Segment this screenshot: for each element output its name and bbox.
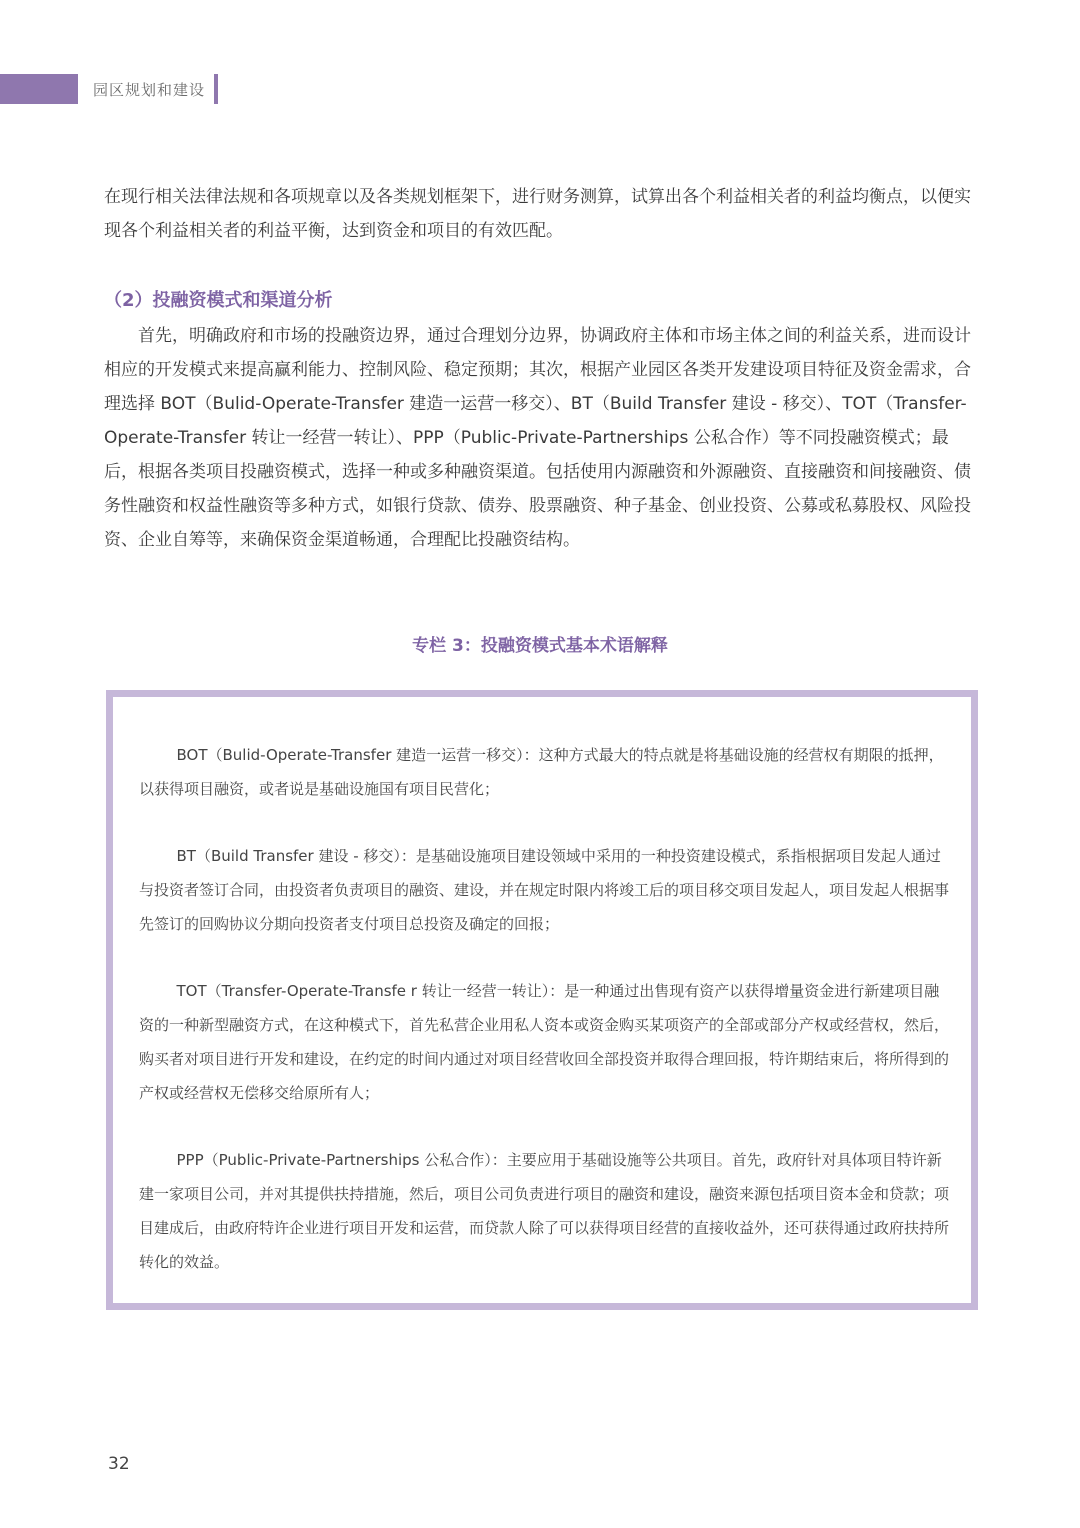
term-tot: TOT（Transfer-Operate-Transfe r 转让一经营一转让）：是一种通过出售现有资产以获得增量资金进行新建项目融资的一种新型融资方式，在这种模式下，首先私营企业用私人资本或资金购买某项资产的全部或部分产权或经营权，然后，购买者对项目进行开发和建设，在约定的时间内通过对项目经营收回全部投资并取得合理回报，特许期结束后，将所得到的产权或经营权无偿移交给原所有人； bbox=[139, 982, 950, 1102]
intro-paragraph bbox=[104, 180, 978, 248]
section-heading: （2）投融资模式和渠道分析 bbox=[104, 290, 333, 311]
header-accent-bar bbox=[0, 74, 78, 104]
sidebar-box-title: 专栏 3：投融资模式基本术语解释 bbox=[412, 636, 668, 656]
term-bot: BOT（Bulid-Operate-Transfer 建造一运营一移交）：这种方式最大的特点就是将基础设施的经营权有期限的抵押，以获得项目融资，或者说是基础设施国有项目民营化； bbox=[139, 746, 944, 798]
term-bt: BT（Build Transfer 建设 - 移交）：是基础设施项目建设领域中采用的一种投资建设模式，系指根据项目发起人通过与投资者签订合同，由投资者负责项目的融资、建设，并在规定时限内将竣工后的项目移交项目发起人，项目发起人根据事先签订的回购协议分期向投资者支付项目总投资及确定的回报； bbox=[139, 847, 950, 933]
section-body-text: 首先，明确政府和市场的投融资边界，通过合理划分边界，协调政府主体和市场主体之间的利益关系，进而设计相应的开发模式来提高赢利能力、控制风险、稳定预期；其次，根据产业园区各类开发建设项目特征及资金需求，合理选择 BOT（Bulid-Operate-Transfer 建造一运营一移交）、BT（Build Transfer 建设 - 移交）、TOT（Transfer-Operate-Transfer 转让一经营一转让）、PPP（Public-Private-Partnerships 公私合作）等不同投融资模式；最后，根据各类项目投融资模式，选择一种或多种融资渠道。包括使用内源融资和外源融资、直接融资和间接融资、债务性融资和权益性融资等多种方式，如银行贷款、债券、股票融资、种子基金、创业投资、公募或私募股权、风险投资、企业自筹等，来确保资金渠道畅通，合理配比投融资结构。 bbox=[104, 326, 971, 550]
header-section-title: 园区规划和建设 bbox=[93, 81, 206, 99]
sidebar-box bbox=[106, 690, 978, 1310]
intro-paragraph-text: 在现行相关法律法规和各项规章以及各类规划框架下，进行财务测算，试算出各个利益相关者的利益均衡点，以便实现各个利益相关者的利益平衡，达到资金和项目的有效匹配。 bbox=[104, 187, 971, 241]
term-ppp: PPP（Public-Private-Partnerships 公私合作）：主要应用于基础设施等公共项目。首先，政府针对具体项目特许新建一家项目公司，并对其提供扶持措施，然后，项目公司负责进行项目的融资和建设，融资来源包括项目资本金和贷款；项目建成后，由政府特许企业进行项目开发和运营，而贷款人除了可以获得项目经营的直接收益外，还可获得通过政府扶持所转化的效益。 bbox=[139, 1151, 950, 1271]
sidebar-box-content bbox=[139, 738, 951, 1279]
header-divider bbox=[214, 74, 218, 104]
section-body bbox=[104, 319, 978, 557]
page-number: 32 bbox=[108, 1454, 130, 1474]
